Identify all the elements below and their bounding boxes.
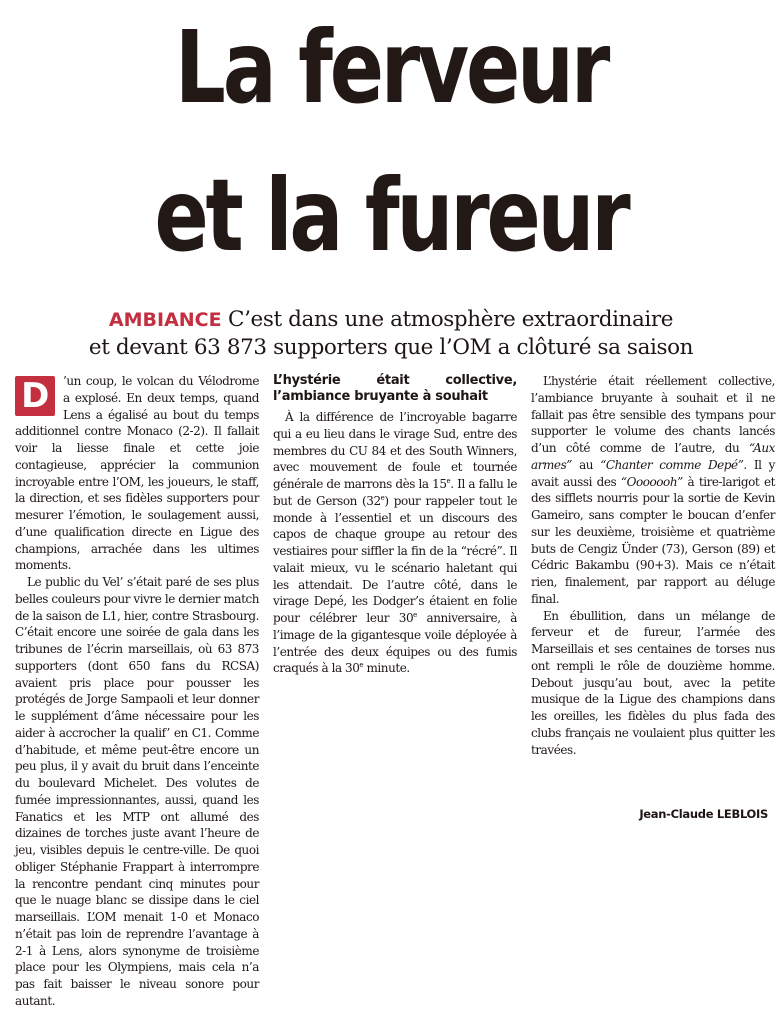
- paragraph-3-part-e: minute.: [363, 661, 410, 676]
- headline-line-1: La ferveur: [174, 9, 608, 126]
- paragraph-4-part-c: . Il y avait aussi des: [531, 457, 776, 489]
- superscript: e: [380, 493, 385, 502]
- paragraph-4: [531, 373, 775, 608]
- paragraph-1-text: ’un coup, le volcan du Vélodrome a explosé. En deux temps, quand Lens a égalisé au bout du temps additionnel contre Monaco (2-2). Il fallait voir la liesse finale et cette joie contagieuse, apprécier la communion incroyable entre l’OM, les joueurs, le staff, la direction, et ses fidèles supporters pour mesurer l’émotion, le soulagement aussi, d’une qualification directe en Ligue des champions, arrachée dans les ultimes moments.: [15, 374, 259, 573]
- paragraph-3-part-d: anniversaire, à l’image de la gigantesque voile déployée à l’entrée des deux équipes ou des fumis craqués à la 30: [273, 611, 517, 676]
- paragraph-5: En ébullition, dans un mélange de ferveur et de fureur, l’armée des Marseillais et ses centaines de torses nus ont rempli le rôle de douzième homme. Debout jusqu’au bout, avec la petite musique de la Ligue des champions dans les oreilles, les fidèles du plus fada des clubs français ne voulaient plus quitter les travées.: [531, 608, 775, 757]
- article-column-2: [273, 373, 517, 677]
- article-column-1: [15, 373, 259, 1010]
- article-column-3: [531, 373, 775, 758]
- paragraph-4-part-a: L’hystérie était réellement collective, l’ambiance bruyante à souhait et il ne fallait pas être sensible des tympans pour supporter le volume des chants lancés d’un côté comme de l’autre, du: [531, 374, 775, 455]
- paragraph-1: [15, 373, 259, 574]
- author-signature: Jean-Claude LEBLOIS: [639, 807, 768, 821]
- paragraph-4-part-d: à tire-larigot et des sifflets nourris pour la sortie de Kevin Gameiro, sans compter le boucan d’enfer sur les deuxième, troisième et quatrième buts de Cengiz Ünder (73), Gerson (89) et Cédric Bakambu (90+3). Mais ce n’était rien, finalement, par rapport au déluge final.: [531, 474, 775, 606]
- subhead: [0, 306, 782, 362]
- kicker-label: AMBIANCE: [108, 309, 222, 331]
- superscript: e: [359, 661, 364, 670]
- paragraph-3-part-c: ) pour rappeler tout le monde à l’essentiel et un discours des capos de chaque groupe au retour des vestiaires pour siffler la fin de la “récré”. Il valait mieux, vu le scénario haletant qui les attendait. De l’autre côté, dans le virage Depé, les Dodger’s étaient en folie pour célébrer leur 30: [273, 493, 517, 625]
- quote-aux-armes: “Aux armes”: [531, 441, 775, 472]
- subhead-line-1: C’est dans une atmosphère extraordinaire: [228, 307, 674, 332]
- paragraph-2: Le public du Vel’ s’était paré de ses plus belles couleurs pour vivre le dernier match de la saison de L1, hier, contre Strasbourg. C’était encore une soirée de gala dans les tribunes de l’écrin marseillais, où 63 873 supporters (dont 650 fans du RCSA) avaient pris place pour pousser les protégés de Jorge Sampaoli et leur donner le supplément d’âme nécessaire pour les aider à accrocher la qualif’ en C1. Comme d’habitude, et même peut-être encore un peu plus, il y avait du bruit dans l’enceinte du boulevard Michelet. Des volutes de fumée impressionnantes, aussi, quand les Fanatics et les MTP ont allumé des dizaines de torches juste avant l’heure de jeu, visibles depuis le centre-ville. De quoi obliger Stéphanie Frappart à interrompre la rencontre pendant cinq minutes pour que le nuage blanc se dissipe dans le ciel marseillais. L’OM menait 1-0 et Monaco n’était pas loin de reprendre l’avantage à 2-1 à Lens, alors synonyme de troisième place pour les Olympiens, mais cela n’a pas fait baisser le niveau sonore pour autant.: [15, 575, 259, 1008]
- paragraph-4-part-b: au: [571, 457, 601, 472]
- paragraph-3-part-b: . Il a fallu le but de Gerson (32: [273, 477, 517, 508]
- superscript: e: [446, 477, 451, 485]
- superscript: e: [413, 611, 417, 619]
- paragraph-3: [273, 409, 517, 677]
- subhead-line-2: et devant 63 873 supporters que l’OM a clôturé sa saison: [88, 335, 694, 360]
- interheading: L’hystérie était collective, l’ambiance bruyante à souhait: [273, 373, 517, 404]
- dropcap: D: [15, 376, 55, 416]
- quote-chanter-comme-depe: “Chanter comme Depé”: [600, 457, 744, 472]
- quote-ooooooh: “Ooooooh”: [620, 474, 683, 489]
- paragraph-3-part-a: À la différence de l’incroyable bagarre qui a eu lieu dans le virage Sud, entre des membres du CU 84 et des South Winners, avec mouvement de foule et tournée générale de marrons dès la 15: [273, 410, 517, 491]
- headline-line-2: et la fureur: [154, 157, 628, 274]
